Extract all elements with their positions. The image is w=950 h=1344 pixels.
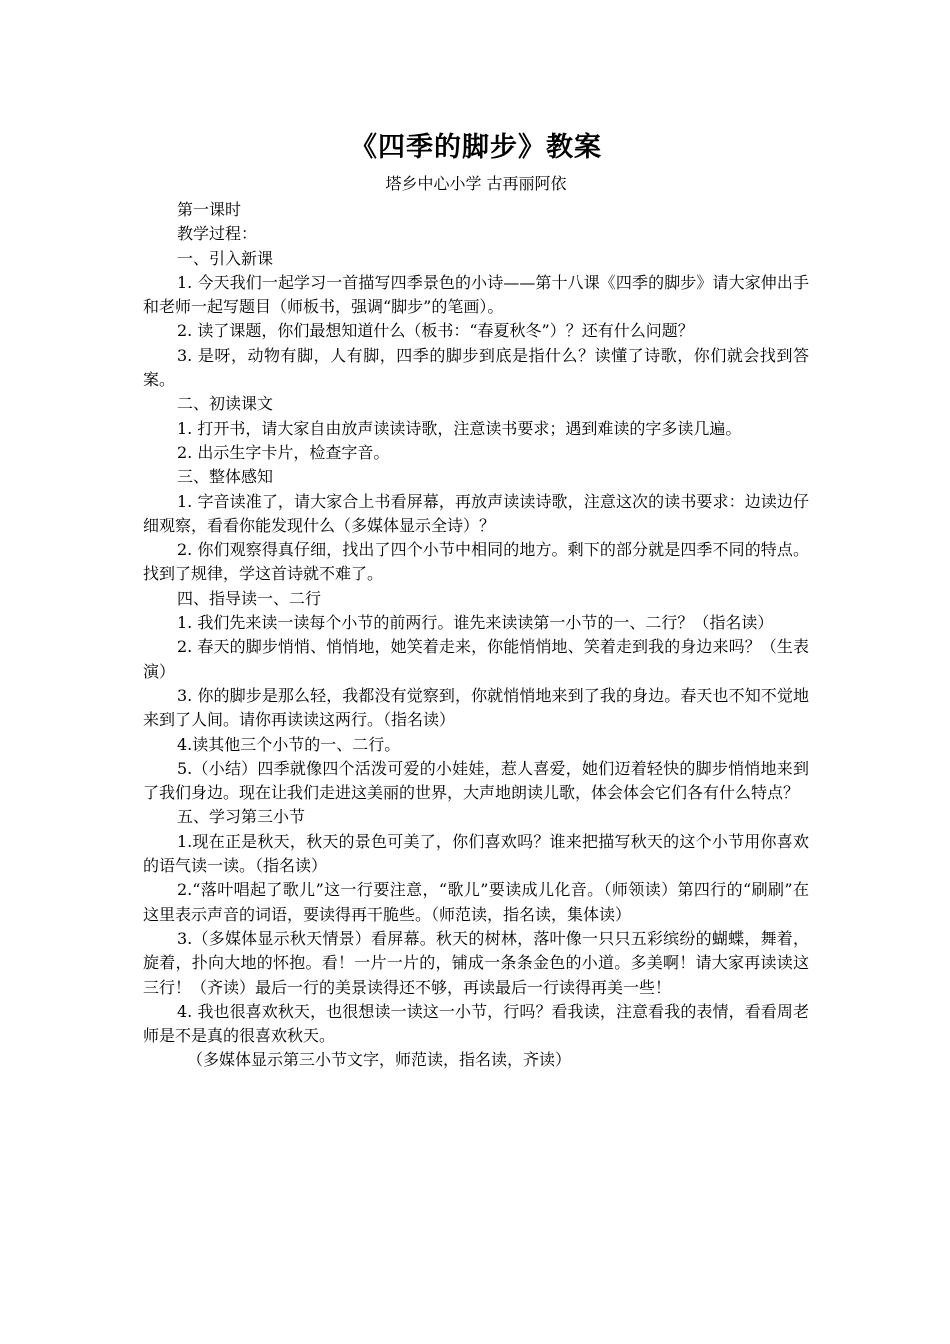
document-title: 《四季的脚步》教案 xyxy=(350,132,602,163)
document-page xyxy=(143,128,809,1073)
paragraph: 1. 打开书，请大家自由放声读读诗歌，注意读书要求；遇到难读的字多读几遍。 xyxy=(177,418,742,438)
paragraph: 3.（多媒体显示秋天情景）看屏幕。秋天的树林，落叶像一只只五彩缤纷的蝴蝶，舞着，旋着，扑向大地的怀抱。看！一片一片的，铺成一条条金色的小道。多美啊！请大家再读读这三行！（齐读）最后一行的美景读得还不够，再读最后一行读得再美一些！ xyxy=(143,928,809,997)
paragraph: 教学过程： xyxy=(177,224,258,244)
paragraph: 第一课时 xyxy=(177,200,242,219)
paragraph: 1. 字音读准了，请大家合上书看屏幕，再放声读读诗歌，注意这次的读书要求：边读边仔细观察，看看你能发现什么（多媒体显示全诗）？ xyxy=(143,491,809,535)
section-heading: 一、引入新课 xyxy=(177,248,274,268)
paragraph: 3. 是呀，动物有脚，人有脚，四季的脚步到底是指什么？读懂了诗歌，你们就会找到答案。 xyxy=(143,345,809,390)
paragraph: 4. 我也很喜欢秋天，也很想读一读这一小节，行吗？看我读，注意看我的表情，看看周老师是不是真的很喜欢秋天。 xyxy=(143,1001,809,1046)
paragraph: 5.（小结）四季就像四个活泼可爱的小娃娃，惹人喜爱，她们迈着轻快的脚步悄悄地来到了我们身边。现在让我们走进这美丽的世界，大声地朗读儿歌，体会体会它们各有什么特点？ xyxy=(143,758,809,803)
paragraph: 2. 出示生字卡片，检查字音。 xyxy=(177,442,390,462)
paragraph: 2. 读了课题，你们最想知道什么（板书：“春夏秋冬”）？还有什么问题？ xyxy=(177,321,694,341)
section-heading: 二、初读课文 xyxy=(177,394,274,414)
paragraph: 1. 今天我们一起学习一首描写四季景色的小诗——第十八课《四季的脚步》请大家伸出手和老师一起写题目（师板书，强调“脚步”的笔画）。 xyxy=(143,272,809,317)
author-line: 塔乡中心小学 古再丽阿依 xyxy=(385,174,567,193)
paragraph: 3. 你的脚步是那么轻，我都没有觉察到，你就悄悄地来到了我的身边。春天也不知不觉地来到了人间。请你再读读这两行。（指名读） xyxy=(143,685,809,730)
paragraph: 2. 春天的脚步悄悄、悄悄地，她笑着走来，你能悄悄地、笑着走到我的身边来吗？（生表演） xyxy=(143,637,809,681)
section-heading: 四、指导读一、二行 xyxy=(177,588,322,608)
paragraph: 1. 我们先来读一读每个小节的前两行。谁先来读读第一小节的一、二行？（指名读） xyxy=(177,613,774,633)
paragraph: 1.现在正是秋天，秋天的景色可美了，你们喜欢吗？谁来把描写秋天的这个小节用你喜欢的语气读一读。（指名读） xyxy=(143,831,809,876)
paragraph: 4.读其他三个小节的一、二行。 xyxy=(177,734,401,754)
section-heading: 五、学习第三小节 xyxy=(177,807,306,827)
section-heading: 三、整体感知 xyxy=(177,467,274,487)
paragraph: （多媒体显示第三小节文字，师范读，指名读，齐读） xyxy=(187,1050,572,1070)
paragraph: 2. 你们观察得真仔细，找出了四个小节中相同的地方。剩下的部分就是四季不同的特点。找到了规律，学这首诗就不难了。 xyxy=(143,540,809,584)
paragraph: 2.“落叶唱起了歌儿”这一行要注意，“歌儿”要读成儿化音。（师领读）第四行的“刷刷”在这里表示声音的词语，要读得再干脆些。（师范读，指名读，集体读） xyxy=(143,880,809,924)
